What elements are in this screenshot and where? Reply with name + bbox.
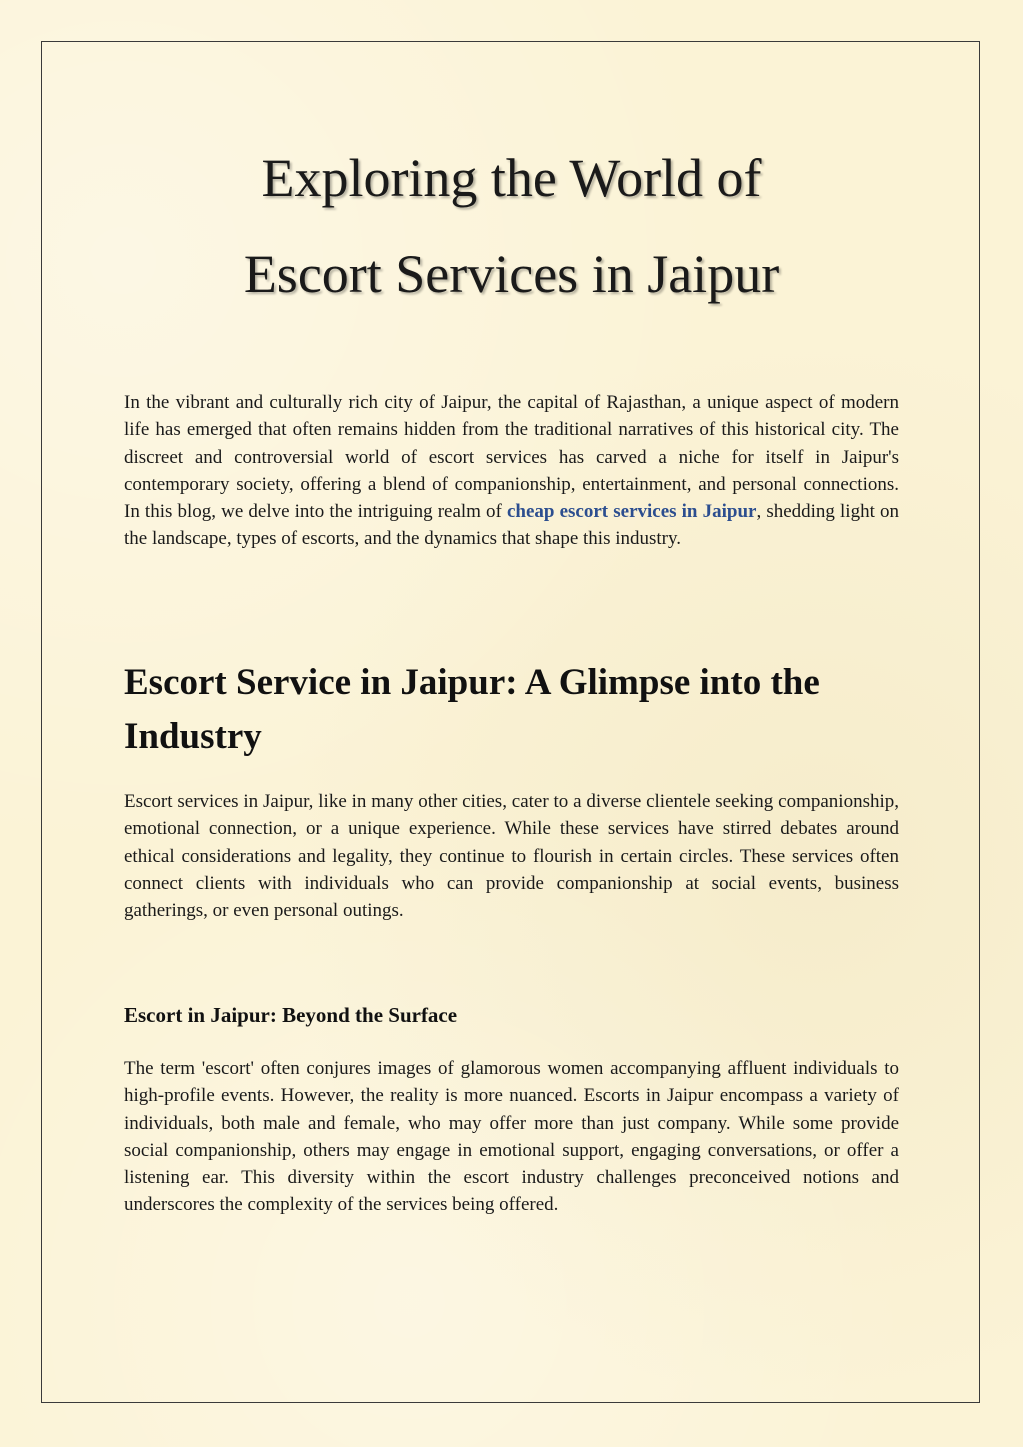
section-glimpse-body <box>124 788 899 924</box>
intro-text-after-link: , shedding light on the landscape, types of escorts, and the dynamics that shape this industry. <box>124 501 899 550</box>
section-heading-beyond: Escort in Jaipur: Beyond the Surface <box>124 1003 458 1027</box>
intro-text-before-link: In the vibrant and culturally rich city of Jaipur, the capital of Rajasthan, a unique aspect of modern life has emerged that often remains hidden from the traditional narratives of this historical city. The discreet and controversial world of escort services has carved a niche for itself in Jaipur's contemporary society, offering a blend of companionship, entertainment, and personal connections. In this blog, we delve into the intriguing realm of <box>124 392 899 523</box>
intro-section <box>124 389 899 553</box>
title-line-1: Exploring the World of <box>261 148 762 208</box>
intro-paragraph <box>124 389 899 553</box>
document-title <box>41 130 982 322</box>
section-beyond-paragraph: The term 'escort' often conjures images of glamorous women accompanying affluent individuals to high-profile events. However, the reality is more nuanced. Escorts in Jaipur encompass a variety of individuals, both male and female, who may offer more than just company. While some provide social companionship, others may engage in emotional support, engaging conversations, or offer a listening ear. This diversity within the escort industry challenges preconceived notions and underscores the complexity of the services being offered. <box>124 1058 899 1216</box>
section-beyond <box>124 1001 899 1029</box>
cheap-escort-services-link[interactable]: cheap escort services in Jaipur <box>507 501 757 523</box>
section-heading-glimpse: Escort Service in Jaipur: A Glimpse into the Industry <box>124 662 820 757</box>
title-line-2: Escort Services in Jaipur <box>243 244 780 304</box>
section-glimpse <box>124 656 899 764</box>
section-glimpse-paragraph: Escort services in Jaipur, like in many other cities, cater to a diverse clientele seeking companionship, emotional connection, or a unique experience. While these services have stirred debates around ethical considerations and legality, they continue to flourish in certain circles. These services often connect clients with individuals who can provide companionship at social events, business gatherings, or even personal outings. <box>124 791 899 922</box>
section-beyond-body <box>124 1055 899 1219</box>
